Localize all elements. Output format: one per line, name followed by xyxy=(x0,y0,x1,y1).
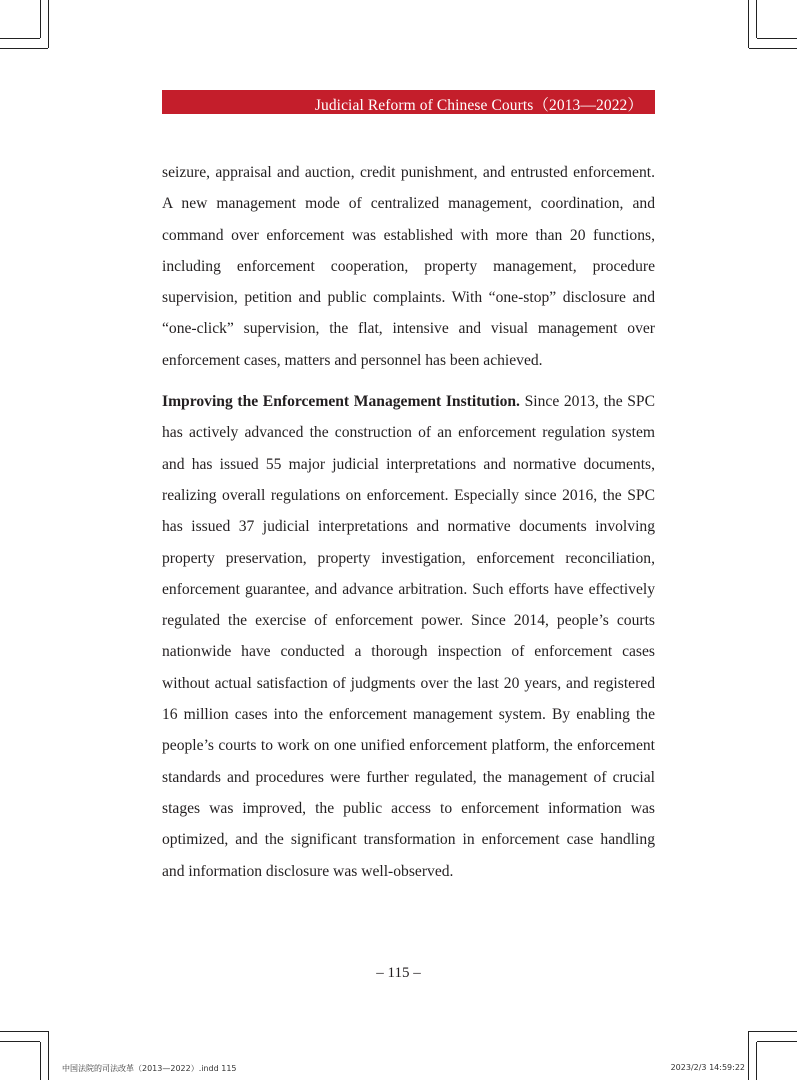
paragraph-text: seizure, appraisal and auction, credit punishment, and entrusted enforcement. A new management mode of centralized management, coordination, and command over enforcement was established with more than 20 functions, including enforcement cooperation, property management, procedure supervision, petition and public complaints. With “one-stop” disclosure and “one-click” supervision, the flat, intensive and visual management over enforcement cases, matters and personnel has been achieved. xyxy=(162,164,655,369)
crop-mark xyxy=(40,1042,41,1080)
crop-mark xyxy=(748,0,749,48)
crop-mark xyxy=(749,1031,797,1032)
paragraph-text: Since 2013, the SPC has actively advanced the construction of an enforcement regulation system and has issued 55 major judicial interpretations and normative documents, realizing overall regulations on enforcement. Especially since 2016, the SPC has issued 37 judicial interpretations and normative documents involving property preservation, property investigation, enforcement reconciliation, enforcement guarantee, and advance arbitration. Such efforts have effectively regulated the exercise of enforcement power. Since 2014, people’s courts nationwide have conducted a thorough inspection of enforcement cases without actual satisfaction of judgments over the last 20 years, and registered 16 million cases into the enforcement management system. By enabling the people’s courts to work on one unified enforcement platform, the enforcement standards and procedures were further regulated, the management of crucial stages was improved, the public access to enforcement information was optimized, and the significant transformation in enforcement case handling and information disclosure was well-observed. xyxy=(162,393,656,880)
paragraph xyxy=(162,157,655,376)
crop-mark xyxy=(48,1031,49,1080)
running-header-bar xyxy=(162,90,655,114)
crop-mark xyxy=(48,0,49,48)
paragraph xyxy=(162,386,655,887)
paragraph-lead-heading: Improving the Enforcement Management Institution. xyxy=(162,393,520,411)
crop-mark xyxy=(0,48,48,49)
crop-mark xyxy=(40,0,41,38)
crop-mark xyxy=(0,1031,48,1032)
crop-mark xyxy=(756,1042,757,1080)
print-slug-filename: 中国法院的司法改革（2013—2022）.indd 115 xyxy=(62,1064,237,1073)
crop-mark xyxy=(0,38,40,39)
crop-mark xyxy=(0,1041,40,1042)
crop-mark xyxy=(757,1041,797,1042)
running-header-title: Judicial Reform of Chinese Courts（2013—2022） xyxy=(314,97,643,114)
crop-mark xyxy=(757,38,797,39)
crop-mark xyxy=(748,1031,749,1080)
page-number: – 115 – xyxy=(376,965,421,981)
crop-mark xyxy=(749,48,797,49)
crop-mark xyxy=(756,0,757,38)
print-slug-timestamp: 2023/2/3 14:59:22 xyxy=(670,1063,745,1072)
body-text xyxy=(162,157,655,887)
